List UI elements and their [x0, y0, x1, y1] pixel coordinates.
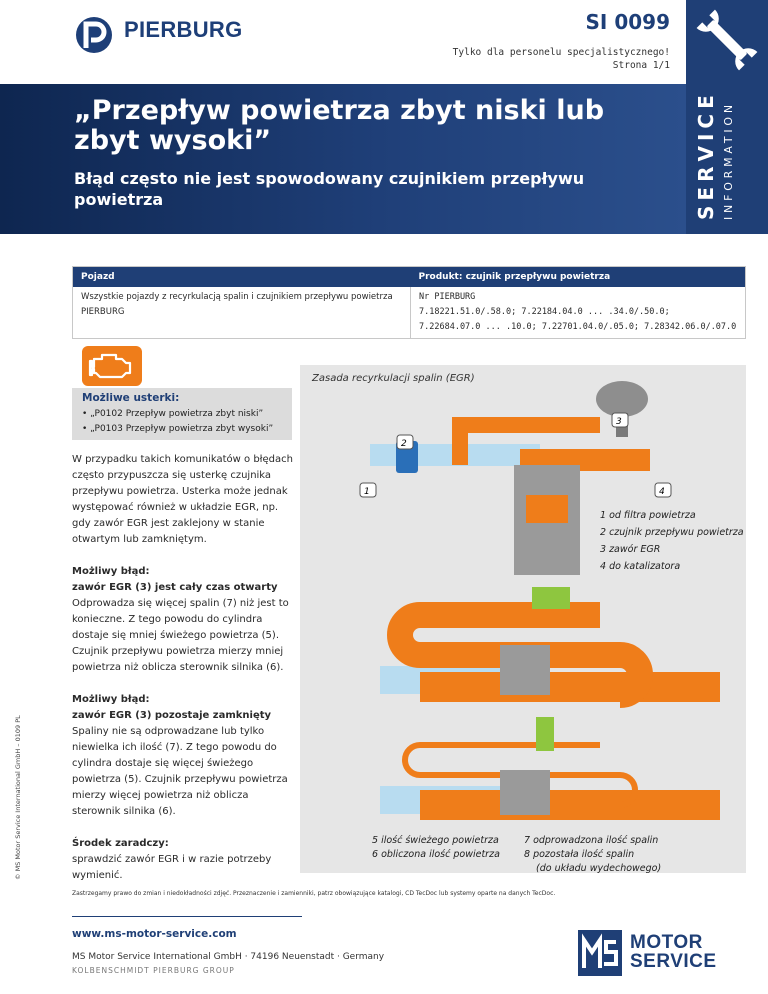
audience-line: Tylko dla personelu specjalistycznego! [452, 47, 670, 58]
table-header-product: Produkt: czujnik przepływu powietrza [411, 267, 746, 288]
information-word: INFORMATION [722, 101, 735, 220]
legend-item-2: 2 czujnik przepływu powietrza [600, 527, 744, 538]
document-id: SI 0099 [585, 10, 670, 34]
cylinder-closed [500, 770, 550, 815]
footer-divider [72, 916, 302, 917]
marker-4-label: 4 [659, 487, 665, 497]
intro-paragraph: W przypadku takich komunikatów o błędach często przypuszcza się usterkę czujnika przepływu powietrza. Usterka może jednak występować również w układzie EGR, np. gdy zawór EGR jest zaklejony w stanie otwartym lub zamkniętym. [72, 454, 293, 545]
egr-closed-drawing [380, 717, 720, 815]
error2-text: Spaliny nie są odprowadzane lub tylko niewielka ich ilość (7). Z tego powodu do cylindra dostaje się więcej świeżego powietrza (5). Czujnik przepływu powietrza mierzy więcej powietrza niż oblicza sterownik silnika (6). [72, 726, 288, 817]
remedy-text: sprawdzić zawór EGR i w razie potrzeby wymienić. [72, 854, 272, 881]
product-line: Nr PIERBURG [419, 292, 476, 302]
marker-1 [360, 483, 376, 497]
egr-valve-closed [536, 717, 554, 751]
motor-service-logo-top: MOTOR [630, 932, 703, 953]
legend-item-5: 5 ilość świeżego powietrza [372, 835, 499, 846]
brand-name: PIERBURG [124, 17, 243, 42]
ms-logo-icon [578, 930, 622, 976]
check-engine-icon [82, 346, 142, 386]
bottom-legend-right [524, 834, 661, 876]
error1-text: Odprowadza się więcej spalin (7) niż jest to konieczne. Z tego powodu do cylindra dostaje się mniej świeżego powietrza (5). Czujnik przepływu powietrza mierzy mniej powietrza niż oblicza sterownik silnika (6). [72, 598, 289, 673]
egr-open-drawing [380, 587, 720, 695]
error-section-closed [72, 692, 294, 820]
page-title: „Przepływ powietrza zbyt niski lub zbyt wysoki” [74, 95, 605, 156]
diagram-caption: Zasada recyrkulacji spalin (EGR) [312, 373, 475, 384]
marker-3-label: 3 [616, 417, 622, 427]
product-line: 7.22684.07.0 ... .10.0; 7.22701.04.0/.05.0; 7.28342.06.0/.07.0 [419, 322, 737, 332]
legend-item-1: 1 od filtra powietrza [600, 510, 696, 521]
piston-crown [526, 495, 568, 523]
faults-heading: Możliwe usterki: [82, 392, 180, 404]
company-address: MS Motor Service International GmbH · 74196 Neuenstadt · Germany [72, 952, 385, 962]
cylinder-open [500, 645, 550, 695]
marker-3 [612, 413, 628, 427]
marker-1-label: 1 [364, 487, 370, 497]
copyright-note: © MS Motor Service International GmbH – 0109 PL [14, 715, 22, 880]
table-header-vehicle: Pojazd [73, 267, 411, 288]
website-link[interactable]: www.ms-motor-service.com [72, 928, 237, 940]
remedy-section [72, 836, 294, 884]
error1-heading: Możliwy błąd: [72, 566, 150, 577]
table-cell-product [411, 287, 746, 339]
legend-item-4: 4 do katalizatora [600, 561, 681, 572]
legend-item-3: 3 zawór EGR [600, 544, 661, 555]
audience-note [453, 46, 670, 72]
bottom-legend-left [372, 834, 500, 862]
service-information-label [686, 0, 768, 234]
egr-diagram [300, 365, 746, 873]
product-line: 7.18221.51.0/.58.0; 7.22184.04.0 ... .34.0/.50.0; [419, 307, 670, 317]
marker-4 [655, 483, 671, 497]
error-section-open [72, 564, 294, 676]
error2-subheading: zawór EGR (3) pozostaje zamknięty [72, 710, 272, 721]
disclaimer: Zastrzegamy prawo do zmian i niedokładności zdjęć. Przeznaczenie i zamienniki, patrz obowiązujące katalogi, CD TecDoc lub systemy oparte na danych TecDoc. [72, 890, 556, 897]
vehicle-product-table [72, 266, 746, 339]
egr-valve [596, 381, 648, 417]
fault-code-p0103: • „P0103 Przepływ powietrza zbyt wysoki” [82, 424, 274, 434]
legend-item-8-detail: (do układu wydechowego) [536, 863, 662, 874]
egr-valve-open [532, 587, 570, 609]
page-number: Strona 1/1 [612, 60, 670, 71]
marker-2 [397, 435, 413, 449]
legend-item-7: 7 odprowadzona ilość spalin [524, 835, 659, 846]
legend-item-6: 6 obliczona ilość powietrza [372, 849, 500, 860]
table-cell-vehicle: Wszystkie pojazdy z recyrkulacją spalin i czujnikiem przepływu powietrza PIERBURG [73, 287, 411, 339]
fault-code-p0102: • „P0102 Przepływ powietrza zbyt niski” [82, 409, 264, 419]
error1-subheading: zawór EGR (3) jest cały czas otwarty [72, 582, 278, 593]
page-subtitle: Błąd często nie jest spowodowany czujnikiem przepływu powietrza [74, 169, 585, 209]
service-word: SERVICE [694, 90, 718, 220]
legend-item-8: 8 pozostała ilość spalin [524, 849, 635, 860]
remedy-heading: Środek zaradczy: [72, 838, 169, 849]
group-name: KOLBENSCHMIDT PIERBURG GROUP [72, 966, 235, 975]
error2-heading: Możliwy błąd: [72, 694, 150, 705]
marker-2-label: 2 [401, 439, 407, 449]
motor-service-logo-bottom: SERVICE [630, 951, 717, 972]
